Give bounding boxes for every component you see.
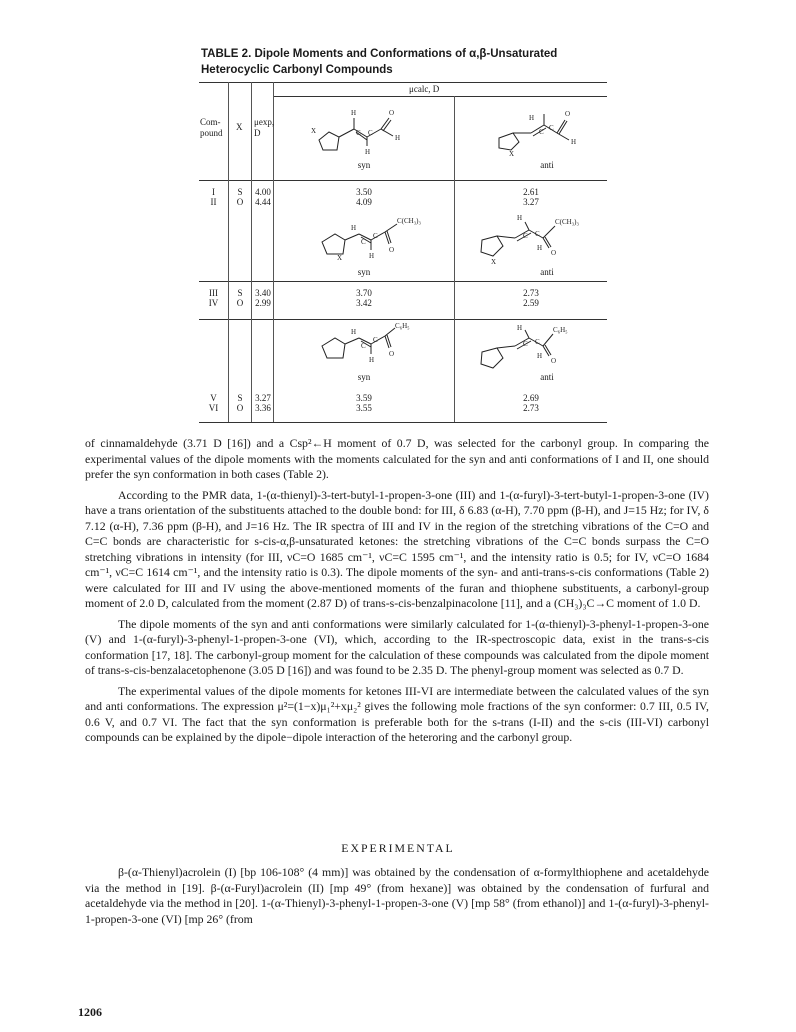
experimental-text (85, 865, 709, 927)
svg-text:O: O (565, 110, 571, 118)
svg-text:C: C (361, 238, 366, 246)
paragraph-4: The experimental values of the dipole moments for ketones III-VI are intermediate between the calculated values of the syn and anti conformations. The expression μ²=(1−x)μ₁²+xμ₂² gives the following mole fractions of the syn conformer: 0.7 III, 0.5 IV, 0.6 V, and 0.7 VI. The fact that the syn conformation is preferable both for the s-trans (I-II) and the s-cis (III-VI) carbonyl compounds can be explained by the dipole−dipole interaction of the heteroring and the carbonyl group. (85, 683, 709, 744)
anti-VI: 2.73 (523, 403, 539, 413)
svg-text:C: C (523, 340, 528, 348)
svg-text:H: H (517, 214, 523, 222)
syn-label-2: syn (357, 267, 371, 277)
paragraph-5: β-(α-Thienyl)acrolein (I) [bp 106-108° (4 mm)] was obtained by the condensation of α-formylthiophene and acetaldehyde via the method in [19]. β-(α-Furyl)acrolein (II) [mp 49° (from hexane)] was obtained by the condensation of furfural and acetaldehyde via the method in [20]. 1-(α-Thienyl)-3-phenyl-1-propen-3-one (V) [mp 58° (from ethanol)] and 1-(α-furyl)-3-phenyl-1-propen-3-one (VI) [mp 26° (from (85, 865, 709, 926)
syn-V: 3.59 (356, 393, 372, 403)
x-III: S (237, 288, 243, 298)
svg-text:H: H (529, 114, 535, 122)
anti-III: 2.73 (523, 288, 539, 298)
syn-aldehyde-structure (309, 100, 419, 162)
anti-V: 2.69 (523, 393, 539, 403)
svg-text:C₆H₅: C₆H₅ (395, 322, 410, 330)
svg-text:H: H (369, 356, 375, 364)
compound-III: III (209, 288, 218, 298)
compound-II: II (210, 197, 217, 207)
exp-IV: 2.99 (255, 298, 271, 308)
svg-text:H: H (351, 328, 357, 336)
svg-text:X: X (509, 150, 515, 158)
col-divider-1 (228, 82, 229, 422)
exp-I: 4.00 (255, 187, 271, 197)
compound-VI: VI (208, 403, 219, 413)
anti-I: 2.61 (523, 187, 539, 197)
svg-text:H: H (537, 244, 543, 252)
paragraph-3: The dipole moments of the syn and anti conformations were similarly calculated for 1-(α-thienyl)-3-phenyl-1-propen-3-one (V) and 1-(α-furyl)-3-phenyl-1-propen-3-one (VI), which, according to the IR-spectroscopic data, exist in the trans-s-cis conformation [17, 18]. The carbonyl-group moment for the calculation of these compounds was calculated from the dipole moment of trans-s-cis-benzalacetophenone (3.05 D [16]) and was found to be 2.35 D. The phenyl-group moment was selected as 0.7 D. (85, 616, 709, 677)
x-IV: O (236, 298, 244, 308)
svg-text:C: C (535, 230, 540, 238)
dipole-moment-table (199, 82, 607, 423)
svg-text:H: H (369, 252, 375, 260)
svg-text:C: C (523, 232, 528, 240)
svg-text:X: X (311, 127, 317, 135)
svg-text:X: X (491, 258, 497, 266)
calc-header-rule (273, 96, 607, 97)
syn-II: 4.09 (356, 197, 372, 207)
header-rule (199, 180, 607, 181)
exp-VI: 3.36 (255, 403, 271, 413)
svg-text:H: H (571, 138, 577, 146)
x-VI: O (236, 403, 244, 413)
svg-text:H: H (517, 324, 523, 332)
svg-text:C₆H₅: C₆H₅ (553, 326, 568, 334)
table-top-rule (199, 82, 607, 83)
svg-text:C: C (373, 336, 378, 344)
table-bottom-rule (199, 422, 607, 423)
x-V: S (237, 393, 243, 403)
page-number: 1206 (78, 1005, 102, 1019)
group2-rule (199, 281, 607, 282)
svg-text:O: O (551, 357, 557, 365)
compound-header: Com-pound (200, 117, 223, 138)
svg-text:C: C (356, 129, 361, 137)
anti-aldehyde-structure (489, 100, 599, 162)
col-divider-2 (251, 82, 252, 422)
calc-header: μcalc, D (409, 84, 440, 94)
compound-IV: IV (208, 298, 219, 308)
paragraph-2: According to the PMR data, 1-(α-thienyl)-3-tert-butyl-1-propen-3-one (III) and 1-(α-furyl)-3-tert-butyl-1-propen-3-one (IV) have a trans orientation of the substituents attached to the double bond: for III, δ 6.83 (α-H), 7.70 ppm (β-H), and J=15 Hz; for IV, δ 7.12 (α-H), 7.36 ppm (β-H), and J=16 Hz. The IR spectra of III and IV in the region of the stretching vibrations of the C=O and C=C bonds are characteristic for s-cis-α,β-unsaturated ketones: the stretching vibrations of the C=C bonds surpass the C=O stretching vibrations in intensity (for III, νC=O 1685 cm⁻¹, νC=C 1595 cm⁻¹, and the intensity ratio is 0.5; for IV, νC=O 1684 cm⁻¹, νC=C 1614 cm⁻¹, and the intensity ratio is 0.3). The dipole moments of the syn- and anti-trans-s-cis conformations (Table 2) were calculated for III and IV using the above-mentioned moments of the furan and thiophene substituents, a carbonyl-group moment of 2.0 D, calculated from the moment (2.87 D) of trans-s-cis-benzalpinacolone [11], and a (CH₃)₃C→C moment of 1.0 D. (85, 487, 709, 610)
svg-text:O: O (389, 246, 395, 254)
svg-text:H: H (351, 109, 357, 117)
x-I: S (237, 187, 243, 197)
exp-II: 4.44 (255, 197, 271, 207)
exp-header: μexp, D (254, 117, 275, 138)
anti-II: 3.27 (523, 197, 539, 207)
svg-text:C: C (361, 342, 366, 350)
syn-label-3: syn (357, 372, 371, 382)
svg-text:C: C (539, 128, 544, 136)
body-text (85, 436, 709, 746)
compound-V: V (210, 393, 217, 403)
svg-text:H: H (351, 224, 357, 232)
syn-VI: 3.55 (356, 403, 372, 413)
x-header: X (236, 122, 243, 132)
anti-label-2: anti (540, 267, 554, 277)
svg-text:C: C (368, 129, 373, 137)
svg-text:X: X (337, 254, 343, 262)
syn-IV: 3.42 (356, 298, 372, 308)
table-caption: TABLE 2. Dipole Moments and Conformations of α,β-Unsaturated Heterocyclic Carbonyl Compounds (201, 48, 558, 76)
exp-V: 3.27 (255, 393, 271, 403)
svg-text:O: O (551, 249, 557, 257)
svg-text:C(CH₃)₃: C(CH₃)₃ (555, 218, 579, 226)
svg-text:O: O (389, 109, 395, 117)
x-II: O (236, 197, 244, 207)
svg-text:H: H (395, 134, 401, 142)
paragraph-1: of cinnamaldehyde (3.71 D [16]) and a Csp²←H moment of 0.7 D, was selected for the carbonyl group. In comparing the experimental values of the dipole moments with the moments calculated for the syn and anti conformations of I and II, one should prefer the syn conformation in both cases (Table 2). (85, 436, 709, 481)
col-divider-4 (454, 96, 455, 422)
svg-text:C: C (549, 124, 554, 132)
syn-phenyl-structure (317, 322, 437, 378)
syn-label: syn (357, 160, 371, 170)
svg-text:H: H (537, 352, 543, 360)
exp-III: 3.40 (255, 288, 271, 298)
section-heading-experimental: EXPERIMENTAL (341, 841, 455, 855)
svg-text:C: C (373, 232, 378, 240)
anti-label-3: anti (540, 372, 554, 382)
compound-I: I (212, 187, 215, 197)
syn-III: 3.70 (356, 288, 372, 298)
anti-phenyl-structure (477, 322, 597, 378)
svg-text:H: H (365, 148, 371, 156)
svg-text:O: O (389, 350, 395, 358)
svg-text:C(CH₃)₃: C(CH₃)₃ (397, 217, 421, 225)
anti-label: anti (540, 160, 554, 170)
svg-text:C: C (535, 338, 540, 346)
group3-rule (199, 319, 607, 320)
anti-IV: 2.59 (523, 298, 539, 308)
syn-I: 3.50 (356, 187, 372, 197)
